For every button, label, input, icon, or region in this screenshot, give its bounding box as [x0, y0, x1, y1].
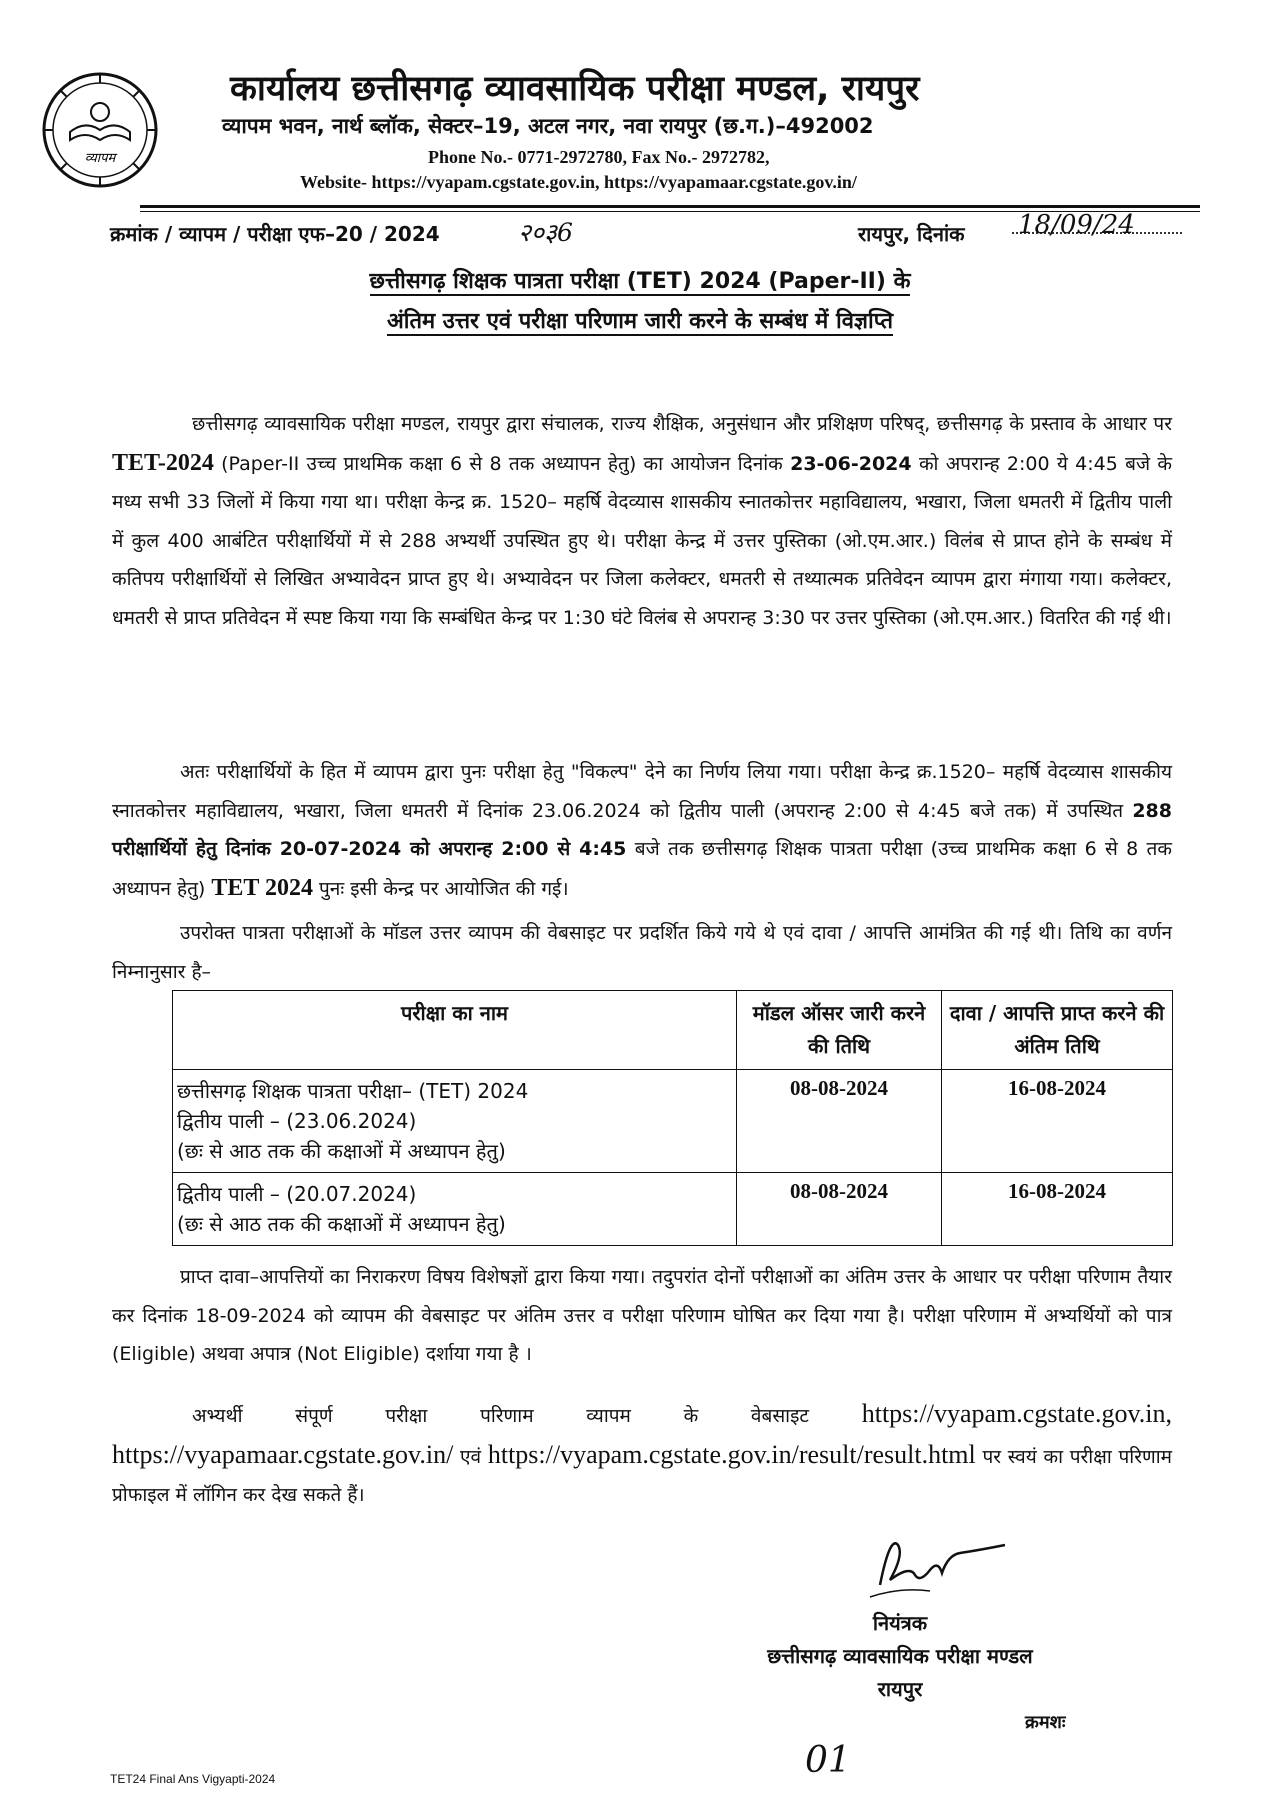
office-website: Website- https://vyapam.cgstate.gov.in, https://vyapamaar.cgstate.gov.in/: [300, 172, 857, 192]
office-title: कार्यालय छत्तीसगढ़ व्यावसायिक परीक्षा मण्डल, रायपुर: [230, 69, 920, 109]
table-row: [173, 1070, 1173, 1173]
reference-number: क्रमांक / व्यापम / परीक्षा एफ–20 / 2024: [110, 222, 440, 246]
paragraph-1: [112, 405, 1172, 638]
para1-exam-date: 23-06-2024: [790, 452, 912, 475]
row1-claim-date: 16-08-2024: [942, 1070, 1173, 1173]
para2-text-a: अतः परीक्षार्थियों के हित में व्यापम द्वारा पुनः परीक्षा हेतु "विकल्प" देने का निर्णय लिया गया। परीक्षा केन्द्र क्र.1520– महर्षि वेदव्यास शासकीय स्नातकोत्तर महाविद्यालय, भखारा, जिला धमतरी में दिनांक 23.06.2024 को द्वितीय पाली (अपरान्ह 2:00 से 4:45 बजे तक) में उपस्थित: [112, 761, 1172, 822]
header-exam-name: परीक्षा का नाम: [173, 991, 737, 1070]
table-row: [173, 1173, 1173, 1246]
signature-icon: [860, 1525, 1010, 1605]
row2-name-line-1: द्वितीय पाली – (20.07.2024): [177, 1182, 417, 1206]
handwritten-initials: 01: [805, 1740, 851, 1781]
subject-line-1: छत्तीसगढ़ शिक्षक पात्रता परीक्षा (TET) 2024 (Paper-II) के: [369, 269, 911, 294]
row1-name-line-3: (छः से आठ तक की कक्षाओं में अध्यापन हेतु): [177, 1139, 506, 1163]
paragraph-4: प्राप्त दावा–आपत्तियों का निराकरण विषय विशेषज्ञों द्वारा किया गया। तदुपरांत दोनों परीक्षाओं का अंतिम उत्तर के आधार पर परीक्षा परिणाम तैयार कर दिनांक 18-09-2024 को व्यापम की वेबसाइट पर अंतिम उत्तर व परीक्षा परिणाम घोषित कर दिया गया है। परीक्षा परिणाम में अभ्यर्थियों को पात्र (Eligible) अथवा अपात्र (Not Eligible) दर्शाया गया है ।: [112, 1266, 1172, 1366]
header-rule: [140, 205, 1200, 208]
para1-exam-name: TET-2024: [112, 449, 214, 476]
signatory-city: रायपुर: [877, 1677, 923, 1701]
row2-model-date: 08-08-2024: [737, 1173, 942, 1246]
para2-text-e: पुनः इसी केन्द्र पर आयोजित की गई।: [312, 877, 569, 900]
signatory-title: नियंत्रक: [872, 1611, 928, 1635]
row1-name-line-1: छत्तीसगढ़ शिक्षक पात्रता परीक्षा– (TET) 2024: [177, 1079, 529, 1103]
handwritten-reference: २०३6: [518, 218, 573, 247]
handwritten-date: 18/09/24: [1018, 210, 1135, 240]
para5-website-links: https://vyapam.cgstate.gov.in, https://vyapamaar.cgstate.gov.in/: [112, 1399, 1172, 1469]
vyapam-logo-icon: [40, 70, 160, 190]
header-claim-date: दावा / आपत्ति प्राप्त करने की अंतिम तिथि: [942, 991, 1173, 1070]
date-label: रायपुर, दिनांक: [858, 222, 965, 246]
subject-line-2: अंतिम उत्तर एवं परीक्षा परिणाम जारी करने के सम्बंध में विज्ञप्ति: [386, 309, 894, 334]
header-model-date: मॉडल ऑसर जारी करने की तिथि: [737, 991, 942, 1070]
footer-filename: TET24 Final Ans Vigyapti-2024: [110, 1772, 276, 1786]
para5-text-c: एवं: [453, 1445, 488, 1468]
row1-name-line-2: द्वितीय पाली – (23.06.2024): [177, 1109, 417, 1133]
office-phone: Phone No.- 0771-2972780, Fax No.- 2972782,: [428, 147, 770, 167]
dates-table-wrapper: [172, 990, 1173, 1246]
para2-reexam-details: 288 परीक्षार्थियों हेतु दिनांक 20-07-2024 को अपरान्ह 2:00 से 4:45: [112, 799, 1172, 861]
para5-text-a: अभ्यर्थी संपूर्ण परीक्षा परिणाम व्यापम के वेबसाइट: [192, 1405, 862, 1427]
row2-name-line-2: (छः से आठ तक की कक्षाओं में अध्यापन हेतु): [177, 1212, 506, 1236]
dates-table: [172, 990, 1173, 1246]
row2-exam-name: [173, 1173, 737, 1246]
para1-text-e: को अपरान्ह 2:00 ये 4:45 बजे के मध्य सभी 33 जिलों में किया गया था। परीक्षा केन्द्र क्र. 1520– महर्षि वेदव्यास शासकीय स्नातकोत्तर महाविद्यालय, भखारा, जिला धमतरी में द्वितीय पाली में कुल 400 आबंटित परीक्षार्थियों में से 288 अभ्यर्थी उपस्थित हुए थे। परीक्षा केन्द्र में उत्तर पुस्तिका (ओ.एम.आर.) विलंब से प्राप्त होने के सम्बंध में कतिपय परीक्षार्थियों से लिखित अभ्यावेदन प्राप्त हुए थे। अभ्यावेदन पर जिला कलेक्टर, धमतरी से तथ्यात्मक प्रतिवेदन व्यापम द्वारा मंगाया गया। कलेक्टर, धमतरी से प्राप्त प्रतिवेदन में स्पष्ट किया गया कि सम्बंधित केन्द्र पर 1:30 घंटे विलंब से अपरान्ह 3:30 पर उत्तर पुस्तिका (ओ.एम.आर.) वितरित की गई थी।: [112, 452, 1173, 629]
para2-text-c: बजे तक छत्तीसगढ़ शिक्षक पात्रता परीक्षा (उच्च प्राथमिक कक्षा 6 से 8 तक अध्यापन हेतु): [112, 838, 1172, 900]
row1-model-date: 08-08-2024: [737, 1070, 942, 1173]
paragraph-2: [112, 753, 1172, 908]
continued-marker: क्रमशः: [1025, 1712, 1066, 1733]
logo-text: व्यापम: [84, 151, 116, 166]
para1-text-a: छत्तीसगढ़ व्यावसायिक परीक्षा मण्डल, रायपुर द्वारा संचालक, राज्य शैक्षिक, अनुसंधान और प्रशिक्षण परिषद्, छत्तीसगढ़ के प्रस्ताव के आधार पर: [192, 413, 1172, 435]
para5-text-e: पर स्वयं का परीक्षा परिणाम प्रोफाइल में लॉगिन कर देख सकते हैं।: [112, 1445, 1172, 1507]
table-header-row: [173, 991, 1173, 1070]
paragraph-5: [112, 1395, 1172, 1515]
para1-text-c: (Paper-II उच्च प्राथमिक कक्षा 6 से 8 तक अध्यापन हेतु) का आयोजन दिनांक: [213, 452, 791, 475]
notice-subject: [250, 262, 1030, 342]
office-address: व्यापम भवन, नार्थ ब्लॉक, सेक्टर–19, अटल नगर, नवा रायपुर (छ.ग.)–492002: [222, 114, 874, 138]
signatory-block: [700, 1607, 1100, 1706]
para2-exam-name: TET 2024: [211, 874, 313, 901]
row1-exam-name: [173, 1070, 737, 1173]
para5-result-link: https://vyapam.cgstate.gov.in/result/result.html: [487, 1439, 976, 1469]
paragraph-3: उपरोक्त पात्रता परीक्षाओं के मॉडल उत्तर व्यापम की वेबसाइट पर प्रदर्शित किये गये थे एवं दावा / आपत्ति आमंत्रित की गई थी। तिथि का वर्णन निम्नानुसार है–: [112, 922, 1172, 983]
signatory-org: छत्तीसगढ़ व्यावसायिक परीक्षा मण्डल: [767, 1644, 1033, 1668]
row2-claim-date: 16-08-2024: [942, 1173, 1173, 1246]
